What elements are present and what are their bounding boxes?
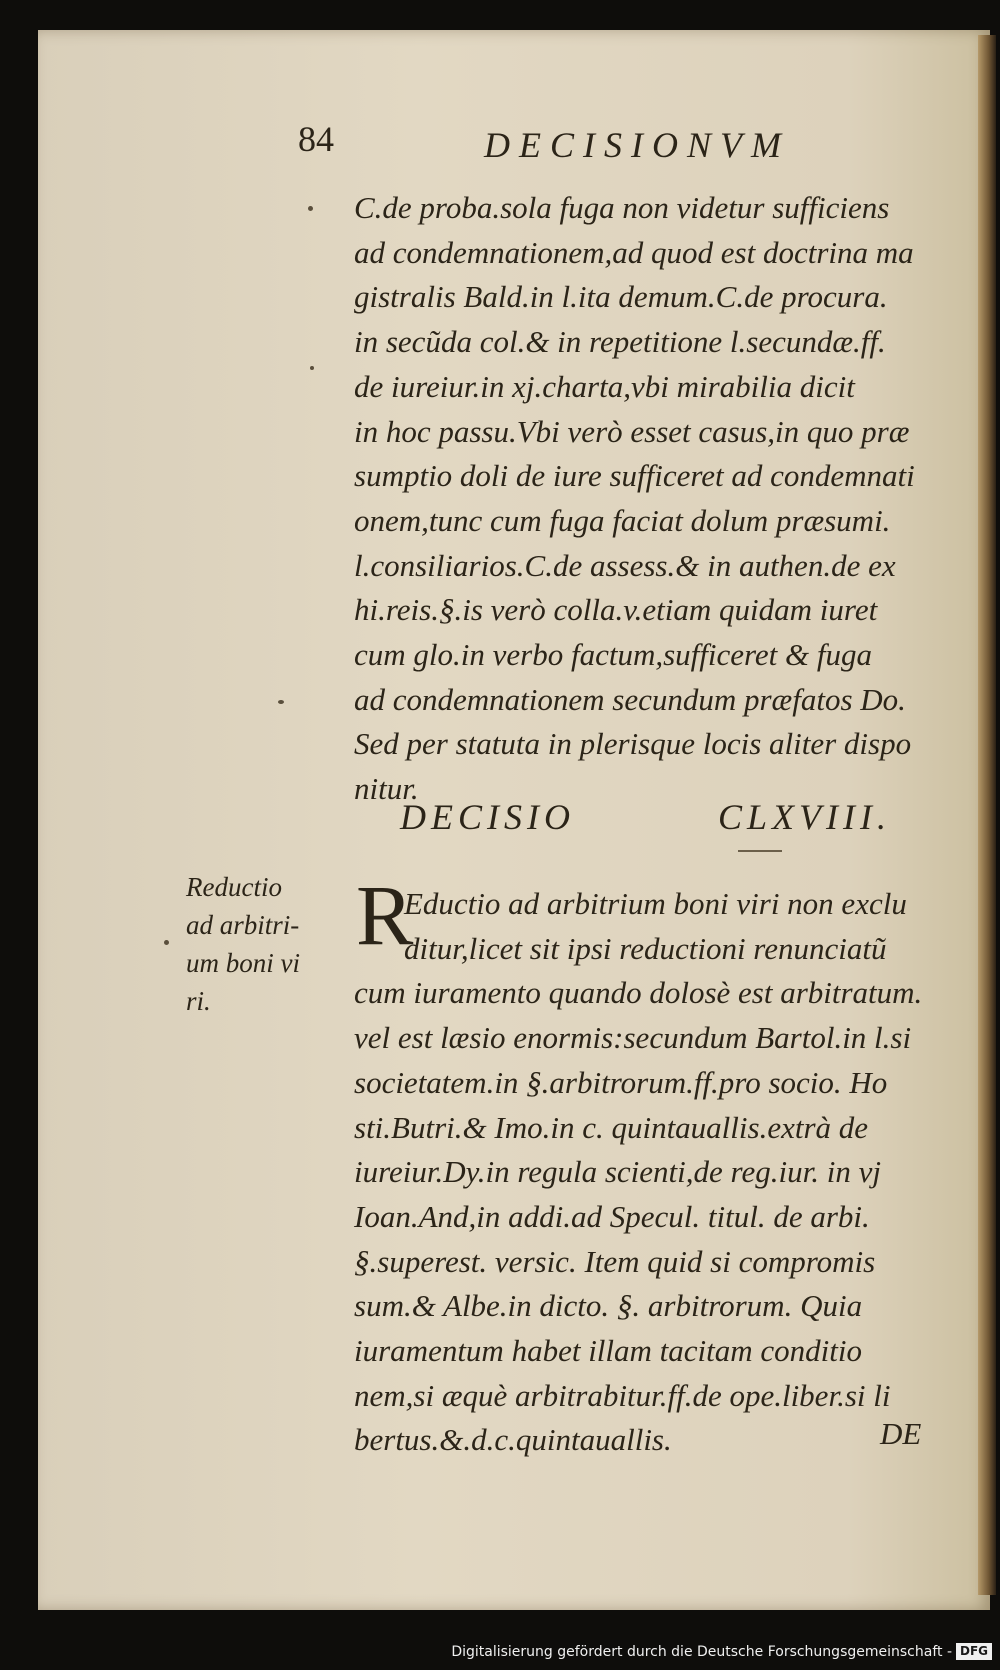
section-label: DECISIO (400, 797, 575, 837)
margin-note-line: um boni vi (186, 948, 300, 978)
margin-note-line: ad arbitri- (186, 910, 300, 940)
section-number: CLXVIII. (718, 797, 891, 837)
section-line: sum.& Albe.in dicto. §. arbitrorum. Quia (354, 1288, 863, 1324)
page-edge (978, 35, 996, 1595)
section-line: Eductio ad arbitrium boni viri non exclu (404, 886, 907, 921)
catchword: DE (880, 1416, 922, 1451)
drop-cap: R (356, 867, 414, 963)
body-line: sumptio doli de iure sufficeret ad condemnati (354, 458, 915, 494)
section-line: iuramentum habet illam tacitam conditio (354, 1333, 863, 1369)
ink-speck (164, 940, 169, 945)
body-line: hi.reis.§.is verò colla.v.etiam quidam iuret (354, 592, 878, 628)
section-line: ditur,licet sit ipsi reductioni renunciatũ (404, 930, 887, 966)
section-line: Ioan.And,in addi.ad Specul. titul. de arbi. (354, 1198, 870, 1234)
dfg-logo: DFG (956, 1643, 992, 1660)
digitization-credit: Digitalisierung gefördert durch die Deutsche Forschungsgemeinschaft - (451, 1644, 952, 1660)
body-line: Sed per statuta in plerisque locis aliter dispo (354, 726, 912, 762)
body-line: nitur. (354, 771, 419, 807)
body-line: de iureiur.in xj.charta,vbi mirabilia dicit (354, 368, 855, 404)
ink-speck (310, 366, 314, 370)
body-line: C.de proba.sola fuga non videtur sufficiens (354, 190, 890, 225)
body-line: in secũda col.& in repetitione l.secundæ.ff. (354, 324, 886, 360)
body-line: gistralis Bald.in l.ita demum.C.de procura. (354, 279, 888, 315)
margin-note-line: Reductio (186, 872, 282, 902)
section-line: vel est læsio enormis:secundum Bartol.in l.si (354, 1020, 912, 1056)
section-line: bertus.&.d.c.quintauallis. (354, 1422, 672, 1458)
body-line: ad condemnationem secundum præfatos Do. (354, 681, 906, 717)
body-line: in hoc passu.Vbi verò esset casus,in quo præ (354, 413, 910, 449)
section-line: societatem.in §.arbitrorum.ff.pro socio. Ho (354, 1064, 888, 1100)
section-line: iureiur.Dy.in regula scienti,de reg.iur. in vj (354, 1154, 881, 1190)
body-line: onem,tunc cum fuga faciat dolum præsumi. (354, 502, 891, 538)
body-line: ad condemnationem,ad quod est doctrina ma (354, 234, 914, 270)
margin-note-line: ri. (186, 986, 211, 1016)
section-rule (738, 850, 782, 852)
section-line: nem,si æquè arbitrabitur.ff.de ope.liber.si li (354, 1377, 891, 1413)
body-line: cum glo.in verbo factum,sufficeret & fuga (354, 637, 873, 673)
page-number: 84 (298, 119, 334, 159)
section-line: cum iuramento quando dolosè est arbitratum. (354, 975, 923, 1011)
section-body (354, 882, 966, 1463)
section-line: sti.Butri.& Imo.in c. quintauallis.extrà de (354, 1109, 869, 1145)
body-text (354, 186, 964, 812)
section-line: §.superest. versic. Item quid si compromis (354, 1243, 876, 1279)
ink-speck (308, 206, 313, 211)
running-title: DECISIONVM (484, 125, 790, 165)
footer-bar (0, 1634, 1000, 1670)
body-line: l.consiliarios.C.de assess.& in authen.de ex (354, 547, 896, 583)
ink-speck (278, 700, 284, 704)
margin-note (186, 868, 356, 1020)
